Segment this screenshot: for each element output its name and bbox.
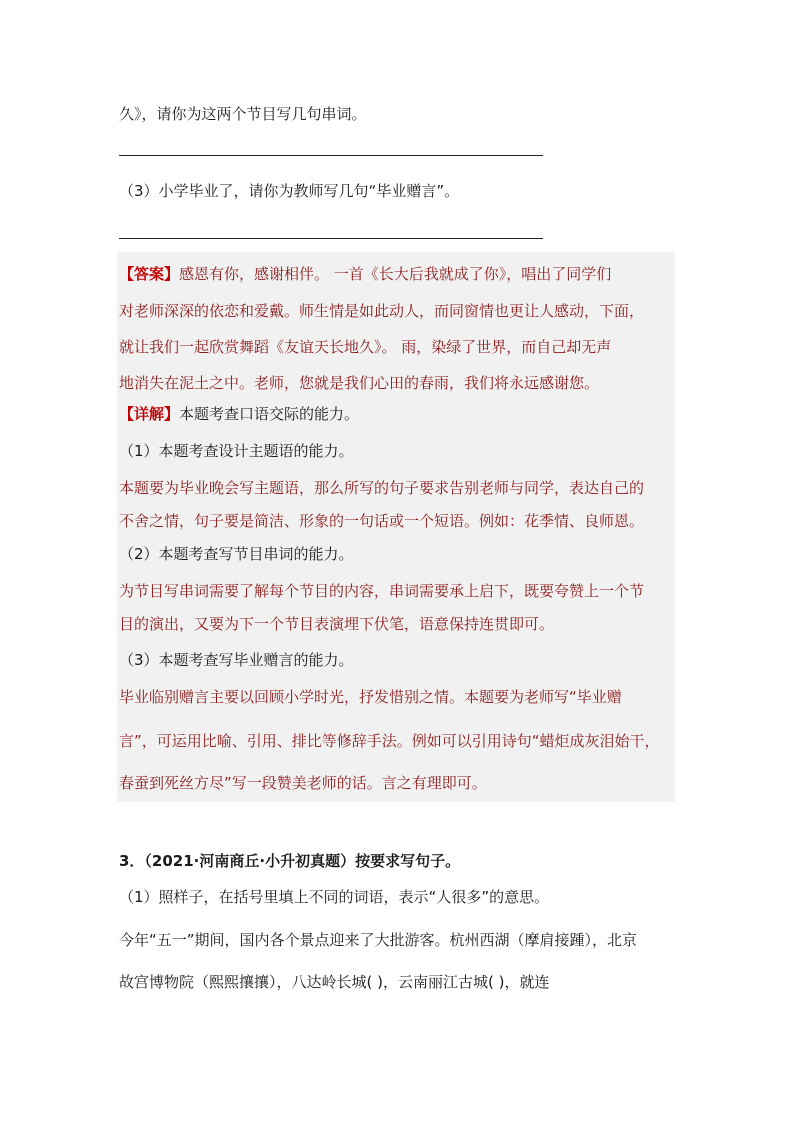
answer-line-4: 地消失在泥土之中。老师，您就是我们心田的春雨，我们将永远感谢您。 [119,374,600,392]
detail-p2-line-2: 目的演出，又要为下一个节目表演埋下伏笔，语意保持连贯即可。 [119,615,555,633]
detail-tag: 【详解】 [119,405,180,423]
answer-line [119,238,543,239]
detail-p3-head: （3）本题考查写毕业赠言的能力。 [119,651,354,669]
question-continuation: 久》，请你为这两个节目写几句串词。 [119,105,367,123]
answer-tag: 【答案】 [119,265,180,283]
answer-line-3: 就让我们一起欣赏舞蹈《友谊天长地久》。 雨，染绿了世界，而自己却无声 [119,338,612,356]
detail-p1-head: （1）本题考查设计主题语的能力。 [119,442,354,460]
question-3-sub1: （1）照样子，在括号里填上不同的词语，表示“人很多”的意思。 [119,888,550,906]
detail-p2-head: （2）本题考查写节目串词的能力。 [119,545,354,563]
answer-line-1: 【答案】感恩有你，感谢相伴。 一首《长大后我就成了你》，唱出了同学们 [119,265,612,283]
detail-p1-line-1: 本题要为毕业晚会写主题语，那么所写的句子要求告别老师与同学，表达自己的 [119,479,645,497]
answer-line-2: 对老师深深的依恋和爱戴。师生情是如此动人，而同窗情也更让人感动，下面， [119,302,645,320]
answer-panel [117,252,675,802]
question-3-line-2: 故宫博物院（熙熙攘攘），八达岭长城( )，云南丽江古城( )，就连 [119,973,550,991]
detail-p3-line-2: 言”，可运用比喻、引用、排比等修辞手法。例如可以引用诗句“蜡炬成灰泪始干， [119,732,660,750]
question-3-line-1: 今年“五一”期间，国内各个景点迎来了大批游客。杭州西湖（摩肩接踵），北京 [119,931,638,949]
detail-p1-line-2: 不舍之情，句子要是简洁、形象的一句话或一个短语。例如：花季情、良师恩。 [119,512,645,530]
detail-p3-line-1: 毕业临别赠言主要以回顾小学时光，抒发惜别之情。本题要为老师写“毕业赠 [119,688,622,706]
question-sub3: （3）小学毕业了，请你为教师写几句“毕业赠言”。 [119,182,460,200]
question-3-title: 3．（2021·河南商丘·小升初真题）按要求写句子。 [119,852,461,870]
answer-line [119,155,543,156]
detail-p3-line-3: 春蚕到死丝方尽”写一段赞美老师的话。言之有理即可。 [119,774,487,792]
detail-p2-line-1: 为节目写串词需要了解每个节目的内容，串词需要承上启下，既要夸赞上一个节 [119,582,645,600]
detail-intro: 【详解】本题考查口语交际的能力。 [119,405,360,423]
